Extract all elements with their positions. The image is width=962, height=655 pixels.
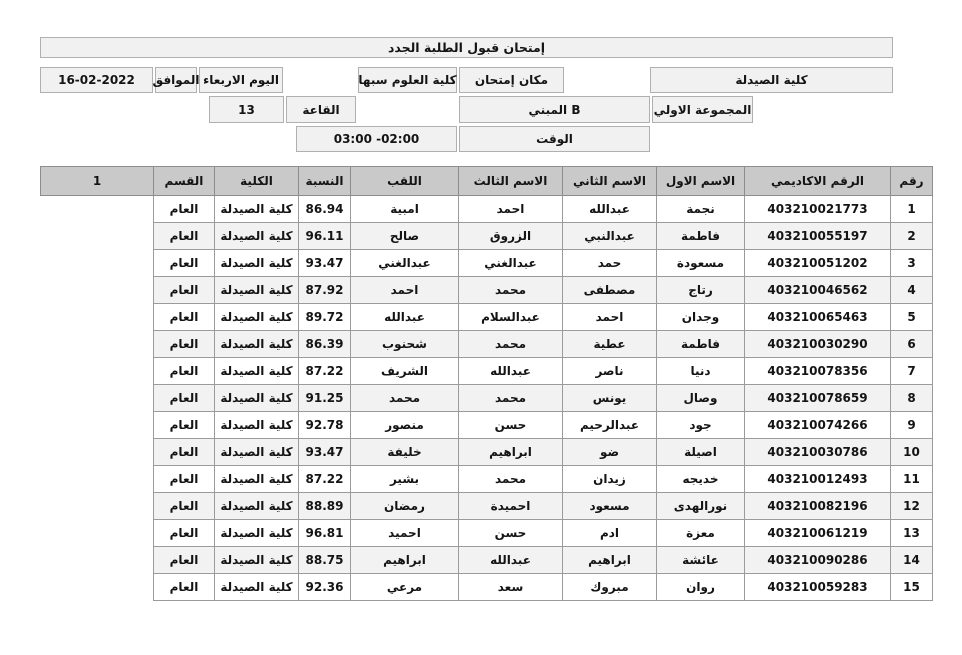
cell-percentage: 96.11 [299, 223, 351, 250]
table-row [41, 547, 933, 574]
cell-first-name: عائشة [657, 547, 745, 574]
cell-surname: شحنوب [351, 331, 459, 358]
cell-percentage: 92.78 [299, 412, 351, 439]
spacer-cell [41, 331, 154, 358]
cell-no: 14 [891, 547, 933, 574]
cell-college: كلية الصيدلة [215, 520, 299, 547]
spacer-cell [41, 223, 154, 250]
spacer-cell [41, 385, 154, 412]
cell-college: كلية الصيدلة [215, 250, 299, 277]
table-row [41, 277, 933, 304]
spacer-cell [41, 439, 154, 466]
spacer-cell [41, 574, 154, 601]
cell-first-name: نورالهدى [657, 493, 745, 520]
cell-third-name: الزروق [459, 223, 563, 250]
cell-college: كلية الصيدلة [215, 385, 299, 412]
cell-college: كلية الصيدلة [215, 277, 299, 304]
cell-first-name: اصيلة [657, 439, 745, 466]
spacer-cell [41, 196, 154, 223]
cell-second-name: مسعود [563, 493, 657, 520]
cell-surname: ابراهيم [351, 547, 459, 574]
cell-second-name: عطية [563, 331, 657, 358]
cell-second-name: احمد [563, 304, 657, 331]
cell-surname: رمضان [351, 493, 459, 520]
cell-surname: احمد [351, 277, 459, 304]
time-value: 03:00 -02:00 [296, 126, 457, 152]
cell-percentage: 86.94 [299, 196, 351, 223]
cell-first-name: معزة [657, 520, 745, 547]
table-row [41, 358, 933, 385]
cell-college: كلية الصيدلة [215, 574, 299, 601]
cell-department: العام [154, 439, 215, 466]
cell-college: كلية الصيدلة [215, 466, 299, 493]
table-row [41, 196, 933, 223]
cell-percentage: 87.22 [299, 358, 351, 385]
cell-academic-id: 403210055197 [745, 223, 891, 250]
cell-academic-id: 403210090286 [745, 547, 891, 574]
cell-department: العام [154, 358, 215, 385]
cell-surname: بشير [351, 466, 459, 493]
cell-academic-id: 403210030290 [745, 331, 891, 358]
cell-second-name: مصطفى [563, 277, 657, 304]
cell-first-name: نجمة [657, 196, 745, 223]
table-row [41, 385, 933, 412]
cell-first-name: رتاج [657, 277, 745, 304]
cell-surname: احميد [351, 520, 459, 547]
cell-academic-id: 403210046562 [745, 277, 891, 304]
cell-second-name: عبدالله [563, 196, 657, 223]
cell-academic-id: 403210078659 [745, 385, 891, 412]
cell-second-name: مبروك [563, 574, 657, 601]
cell-second-name: ابراهيم [563, 547, 657, 574]
cell-first-name: فاطمة [657, 223, 745, 250]
page-title: إمتحان قبول الطلبة الجدد [40, 37, 893, 58]
cell-percentage: 93.47 [299, 250, 351, 277]
cell-third-name: عبدالله [459, 358, 563, 385]
page-number: 1 [41, 167, 154, 196]
cell-first-name: فاطمة [657, 331, 745, 358]
day-value: اليوم الاربعاء [199, 67, 283, 93]
building-value: المبني B [459, 96, 650, 123]
cell-percentage: 92.36 [299, 574, 351, 601]
cell-percentage: 91.25 [299, 385, 351, 412]
table-row [41, 520, 933, 547]
cell-first-name: مسعودة [657, 250, 745, 277]
cell-second-name: عبدالنبي [563, 223, 657, 250]
cell-second-name: ضو [563, 439, 657, 466]
date-label: الموافق [155, 67, 197, 93]
cell-academic-id: 403210059283 [745, 574, 891, 601]
cell-third-name: سعد [459, 574, 563, 601]
cell-college: كلية الصيدلة [215, 547, 299, 574]
cell-department: العام [154, 331, 215, 358]
cell-no: 1 [891, 196, 933, 223]
cell-surname: عبدالغني [351, 250, 459, 277]
cell-no: 10 [891, 439, 933, 466]
cell-surname: منصور [351, 412, 459, 439]
cell-third-name: احمد [459, 196, 563, 223]
cell-department: العام [154, 304, 215, 331]
spacer-cell [41, 250, 154, 277]
col-header-no: رقم [891, 167, 933, 196]
cell-third-name: عبدالسلام [459, 304, 563, 331]
cell-department: العام [154, 196, 215, 223]
cell-department: العام [154, 412, 215, 439]
cell-academic-id: 403210078356 [745, 358, 891, 385]
cell-third-name: محمد [459, 466, 563, 493]
cell-third-name: محمد [459, 331, 563, 358]
group-label: المجموعة الاولي [652, 96, 753, 123]
col-header-college: الكلية [215, 167, 299, 196]
cell-no: 9 [891, 412, 933, 439]
cell-third-name: حسن [459, 520, 563, 547]
cell-second-name: حمد [563, 250, 657, 277]
cell-academic-id: 403210082196 [745, 493, 891, 520]
cell-academic-id: 403210021773 [745, 196, 891, 223]
cell-first-name: روان [657, 574, 745, 601]
cell-surname: صالح [351, 223, 459, 250]
cell-second-name: زيدان [563, 466, 657, 493]
col-header-academic-id: الرقم الاكاديمي [745, 167, 891, 196]
cell-no: 5 [891, 304, 933, 331]
cell-no: 15 [891, 574, 933, 601]
cell-no: 12 [891, 493, 933, 520]
cell-surname: مرعي [351, 574, 459, 601]
cell-percentage: 87.92 [299, 277, 351, 304]
cell-academic-id: 403210012493 [745, 466, 891, 493]
cell-percentage: 87.22 [299, 466, 351, 493]
hall-value: 13 [209, 96, 284, 123]
spacer-cell [41, 466, 154, 493]
cell-no: 8 [891, 385, 933, 412]
table-row [41, 574, 933, 601]
spacer-cell [41, 412, 154, 439]
cell-second-name: ادم [563, 520, 657, 547]
cell-college: كلية الصيدلة [215, 412, 299, 439]
table-row [41, 304, 933, 331]
cell-college: كلية الصيدلة [215, 304, 299, 331]
cell-third-name: محمد [459, 385, 563, 412]
college-name: كلية الصيدلة [650, 67, 893, 93]
cell-academic-id: 403210074266 [745, 412, 891, 439]
spacer-cell [41, 277, 154, 304]
cell-no: 6 [891, 331, 933, 358]
cell-third-name: عبدالله [459, 547, 563, 574]
table-header-row [41, 167, 933, 196]
spacer-cell [41, 358, 154, 385]
cell-academic-id: 403210030786 [745, 439, 891, 466]
table-row [41, 466, 933, 493]
table-row [41, 223, 933, 250]
table-row [41, 439, 933, 466]
cell-department: العام [154, 547, 215, 574]
date-value: 16-02-2022 [40, 67, 153, 93]
table-row [41, 331, 933, 358]
cell-college: كلية الصيدلة [215, 358, 299, 385]
col-header-department: القسم [154, 167, 215, 196]
cell-department: العام [154, 493, 215, 520]
cell-no: 7 [891, 358, 933, 385]
cell-college: كلية الصيدلة [215, 493, 299, 520]
cell-percentage: 86.39 [299, 331, 351, 358]
cell-surname: محمد [351, 385, 459, 412]
cell-first-name: وجدان [657, 304, 745, 331]
col-header-second-name: الاسم الثاني [563, 167, 657, 196]
cell-department: العام [154, 574, 215, 601]
cell-percentage: 88.75 [299, 547, 351, 574]
table-row [41, 493, 933, 520]
cell-department: العام [154, 277, 215, 304]
spacer-cell [41, 520, 154, 547]
cell-percentage: 93.47 [299, 439, 351, 466]
cell-second-name: يونس [563, 385, 657, 412]
cell-college: كلية الصيدلة [215, 331, 299, 358]
cell-third-name: ابراهيم [459, 439, 563, 466]
cell-percentage: 89.72 [299, 304, 351, 331]
cell-no: 13 [891, 520, 933, 547]
cell-third-name: احميدة [459, 493, 563, 520]
cell-college: كلية الصيدلة [215, 223, 299, 250]
cell-academic-id: 403210051202 [745, 250, 891, 277]
cell-academic-id: 403210061219 [745, 520, 891, 547]
cell-second-name: عبدالرحيم [563, 412, 657, 439]
cell-surname: امبية [351, 196, 459, 223]
exam-place-value: كلية العلوم سبها [358, 67, 457, 93]
cell-college: كلية الصيدلة [215, 439, 299, 466]
cell-surname: الشريف [351, 358, 459, 385]
hall-label: القاعة [286, 96, 356, 123]
table-row [41, 412, 933, 439]
exam-place-label: مكان إمتحان [459, 67, 564, 93]
col-header-third-name: الاسم الثالث [459, 167, 563, 196]
cell-academic-id: 403210065463 [745, 304, 891, 331]
cell-surname: خليفة [351, 439, 459, 466]
col-header-first-name: الاسم الاول [657, 167, 745, 196]
cell-department: العام [154, 223, 215, 250]
cell-first-name: دنيا [657, 358, 745, 385]
cell-department: العام [154, 250, 215, 277]
cell-department: العام [154, 520, 215, 547]
cell-no: 2 [891, 223, 933, 250]
cell-first-name: خديجه [657, 466, 745, 493]
cell-department: العام [154, 466, 215, 493]
spacer-cell [41, 304, 154, 331]
cell-percentage: 88.89 [299, 493, 351, 520]
cell-third-name: حسن [459, 412, 563, 439]
cell-no: 3 [891, 250, 933, 277]
cell-department: العام [154, 385, 215, 412]
students-table-body [41, 196, 933, 601]
spacer-cell [41, 547, 154, 574]
cell-first-name: جود [657, 412, 745, 439]
cell-second-name: ناصر [563, 358, 657, 385]
cell-percentage: 96.81 [299, 520, 351, 547]
table-row [41, 250, 933, 277]
time-label: الوقت [459, 126, 650, 152]
cell-surname: عبدالله [351, 304, 459, 331]
cell-first-name: وصال [657, 385, 745, 412]
cell-college: كلية الصيدلة [215, 196, 299, 223]
cell-no: 4 [891, 277, 933, 304]
col-header-surname: اللقب [351, 167, 459, 196]
cell-third-name: عبدالغني [459, 250, 563, 277]
col-header-percentage: النسبة [299, 167, 351, 196]
spacer-cell [41, 493, 154, 520]
cell-third-name: محمد [459, 277, 563, 304]
students-table [40, 166, 933, 601]
cell-no: 11 [891, 466, 933, 493]
